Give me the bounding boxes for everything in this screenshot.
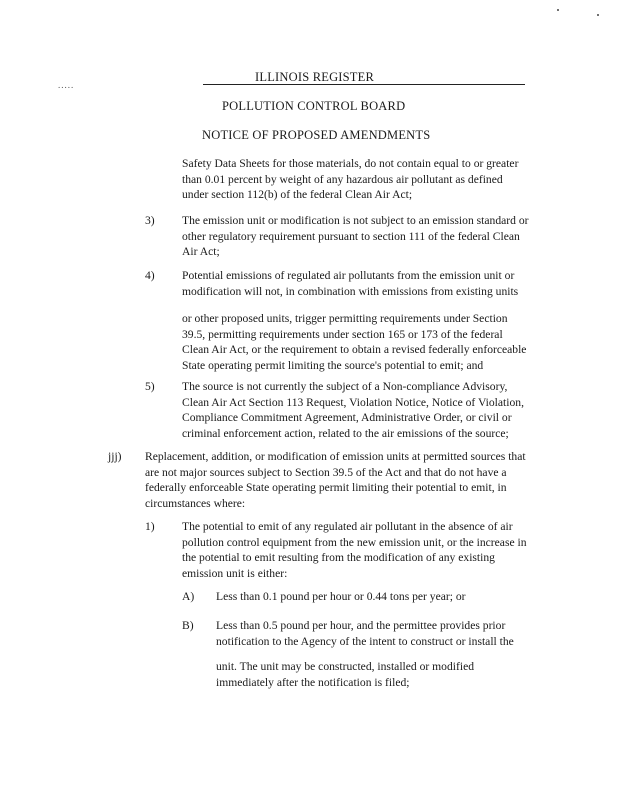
text-line: federally enforceable State operating permit limiting their potential to emit, in (145, 481, 507, 494)
item-a-text (216, 589, 466, 605)
text-line: Less than 0.5 pound per hour, and the permittee provides prior (216, 619, 506, 632)
text-line: Clean Air Act Section 113 Request, Violation Notice, Notice of Violation, (182, 395, 524, 409)
text-line: circumstances where: (145, 496, 246, 510)
text-line: other regulatory requirement pursuant to section 111 of the federal Clean (182, 229, 520, 243)
item-5-text (182, 379, 524, 441)
text-line: Compliance Commitment Agreement, Administrative Order, or civil or (182, 411, 512, 424)
text-line: notification to the Agency of the intent to construct or install the (216, 634, 514, 648)
item-jjj-marker: jjj) (108, 450, 122, 463)
text-line: the potential to emit resulting from the modification of any existing (182, 551, 495, 564)
text-line: than 0.01 percent by weight of any hazardous air pollutant as defined (182, 172, 503, 186)
text-line: criminal enforcement action, related to the air emissions of the source; (182, 426, 509, 440)
item-4-continued-text (182, 311, 526, 373)
item-4-text (182, 268, 518, 299)
text-line: under section 112(b) of the federal Clean Air Act; (182, 188, 413, 201)
item-b-text (216, 618, 514, 649)
item-3-text (182, 213, 528, 260)
text-line: Air Act; (182, 245, 220, 258)
text-line: The emission unit or modification is not subject to an emission standard or (182, 214, 529, 227)
margin-mark: ..... (58, 80, 75, 90)
item-b-continued-text (216, 659, 474, 690)
item-5-marker: 5) (145, 380, 155, 393)
text-line: 39.5, permitting requirements under section 165 or 173 of the federal (182, 327, 503, 341)
notice-title: NOTICE OF PROPOSED AMENDMENTS (202, 128, 431, 142)
text-line: The potential to emit of any regulated air pollutant in the absence of air (182, 520, 513, 533)
continuation-paragraph (182, 156, 518, 203)
register-title: ILLINOIS REGISTER (255, 70, 375, 84)
text-line: Less than 0.1 pound per hour or 0.44 tons per year; or (216, 590, 466, 603)
item-3-marker: 3) (145, 214, 155, 227)
text-line: Potential emissions of regulated air pollutants from the emission unit or (182, 269, 515, 282)
header-rule (203, 84, 525, 85)
text-line: The source is not currently the subject of a Non-compliance Advisory, (182, 380, 508, 393)
item-a-marker: A) (182, 590, 195, 603)
text-line: unit. The unit may be constructed, installed or modified (216, 660, 475, 673)
scan-speck (557, 9, 559, 11)
item-jjj-text (145, 449, 526, 511)
text-line: Replacement, addition, or modification of emission units at permitted sources that (145, 450, 526, 463)
text-line: are not major sources subject to Section 39.5 of the Act and that do not have a (145, 465, 507, 479)
text-line: immediately after the notification is filed; (216, 675, 410, 689)
item-b-marker: B) (182, 619, 194, 632)
agency-title: POLLUTION CONTROL BOARD (222, 99, 406, 113)
item-jjj-1-marker: 1) (145, 520, 155, 533)
text-line: pollution control equipment from the new emission unit, or the increase in (182, 535, 527, 549)
text-line: Safety Data Sheets for those materials, do not contain equal to or greater (182, 157, 519, 170)
text-line: State operating permit limiting the source's potential to emit; and (182, 358, 484, 372)
item-jjj-1-text (182, 519, 527, 581)
scan-speck (597, 14, 599, 16)
item-4-marker: 4) (145, 269, 155, 282)
text-line: Clean Air Act, or the requirement to obtain a revised federally enforceable (182, 343, 527, 356)
text-line: modification will not, in combination with emissions from existing units (182, 284, 519, 298)
text-line: or other proposed units, trigger permitting requirements under Section (182, 312, 508, 325)
text-line: emission unit is either: (182, 566, 288, 580)
